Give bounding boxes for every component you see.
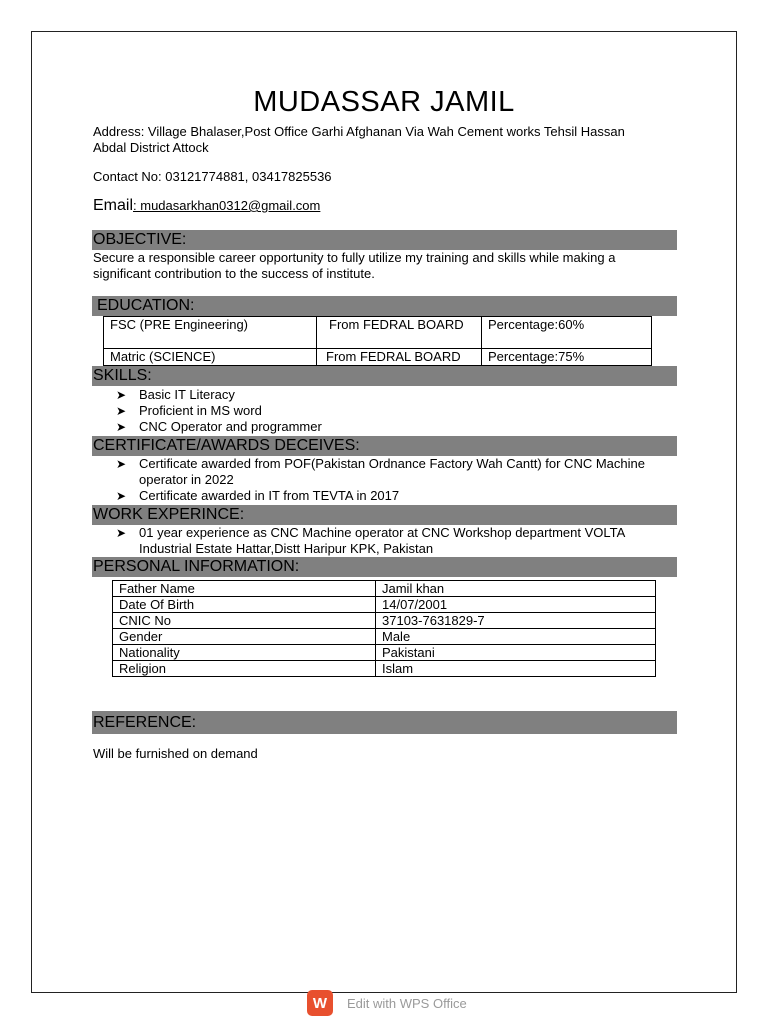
table-row: Father Name Jamil khan [113,581,656,597]
education-heading: EDUCATION: [92,296,677,316]
table-row: Religion Islam [113,661,656,677]
arrow-bullet-icon: ➤ [116,526,127,540]
wps-watermark[interactable] [307,990,467,1016]
objective-heading: OBJECTIVE: [92,230,677,250]
experience-list [116,525,676,557]
skills-heading: SKILLS: [92,366,677,386]
experience-heading: WORK EXPERINCE: [92,505,677,525]
list-item: ➤ Certificate awarded in IT from TEVTA in 2017 [116,488,400,503]
table-row [104,349,652,366]
table-cell: Percentage:60% [482,317,652,349]
email-label: Email [93,197,134,214]
list-item: ➤ 01 year experience as CNC Machine operator at CNC Workshop department VOLTA Industrial Estate Hattar,Distt Haripur KPK, Pakistan [116,525,625,556]
table-row [104,317,652,349]
skills-list [116,387,676,435]
table-cell: Percentage:75% [482,349,652,366]
table-cell: Matric (SCIENCE) [104,349,317,366]
table-cell: From FEDRAL BOARD [317,349,482,366]
email-link[interactable]: : mudasarkhan0312@gmail.com [133,198,321,213]
address: Address: Village Bhalaser,Post Office Garhi Afghanan Via Wah Cement works Tehsil Hassan Abdal District Attock [93,124,625,155]
reference-heading: REFERENCE: [92,711,677,734]
email-row [93,197,320,215]
certificates-list [116,456,676,504]
arrow-bullet-icon: ➤ [116,404,127,418]
arrow-bullet-icon: ➤ [116,457,127,471]
certificates-heading: CERTIFICATE/AWARDS DECEIVES: [92,436,677,456]
wps-watermark-text: Edit with WPS Office [347,995,467,1011]
arrow-bullet-icon: ➤ [116,489,127,503]
contact-numbers: Contact No: 03121774881, 03417825536 [93,169,332,184]
reference-text: Will be furnished on demand [93,746,258,761]
table-row: CNIC No 37103-7631829-7 [113,613,656,629]
arrow-bullet-icon: ➤ [116,388,127,402]
objective-text: Secure a responsible career opportunity to fully utilize my training and skills while making a significant contribution to the success of institute. [93,250,616,281]
table-row: Gender Male [113,629,656,645]
wps-logo-icon: W [307,990,333,1016]
table-cell: FSC (PRE Engineering) [104,317,317,349]
table-row: Nationality Pakistani [113,645,656,661]
personal-heading: PERSONAL INFORMATION: [92,557,677,577]
table-row: Date Of Birth 14/07/2001 [113,597,656,613]
list-item: ➤ CNC Operator and programmer [116,419,322,434]
arrow-bullet-icon: ➤ [116,420,127,434]
list-item: ➤ Certificate awarded from POF(Pakistan Ordnance Factory Wah Cantt) for CNC Machine operator in 2022 [116,456,645,487]
table-cell: From FEDRAL BOARD [317,317,482,349]
personal-info-table [112,580,656,677]
resume-name: MUDASSAR JAMIL [253,86,515,118]
education-table [103,316,652,366]
list-item: ➤ Basic IT Literacy [116,387,235,402]
list-item: ➤ Proficient in MS word [116,403,262,418]
